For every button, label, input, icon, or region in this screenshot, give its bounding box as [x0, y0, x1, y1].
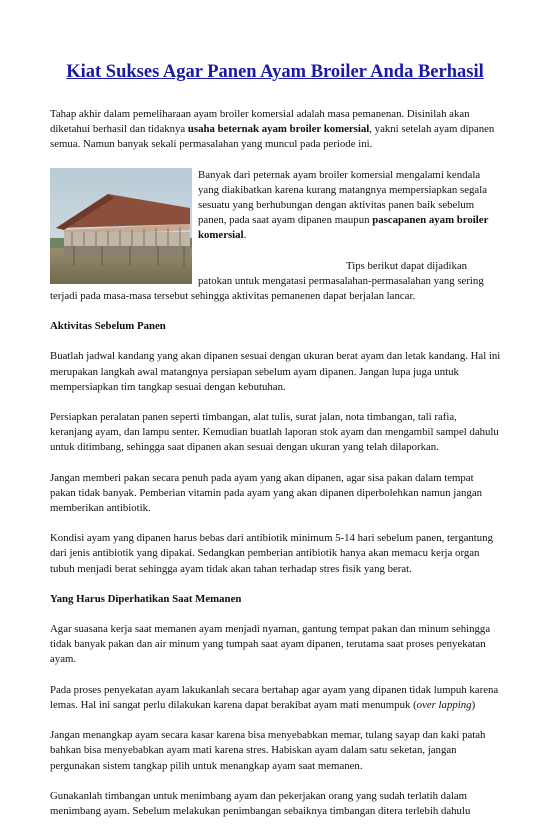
para3-text: Tips berikut dapat dijadikan patokan untuk mengatasi permasalahan-permasalahan yang sering terjadi pada masa-masa tersebut sehingga aktivitas pemanenen dapat berjalan lancar. [50, 259, 484, 303]
intro-text-1: Tahap akhir dalam pemeliharaan ayam broiler komersial adalah masa pemanenan. Disinilah akan diketahui berhasil dan tidaknya [50, 108, 470, 136]
document-title: Kiat Sukses Agar Panen Ayam Broiler Anda Berhasil [66, 62, 484, 82]
section2-p2-text-1: Pada proses penyekatan ayam lakukanlah secara bertahap agar ayam yang dipanen tidak lumpuh karena lemas. Hal ini sangat perlu dilakukan karena dapat berakibat ayam mati menumpuk ( [50, 683, 499, 711]
broiler-barn-image [50, 168, 192, 284]
section-heading-during-harvest: Yang Harus Diperhatikan Saat Memanen [50, 592, 242, 605]
para2-bold: pascapanen ayam broiler komersial [198, 214, 489, 242]
float-indent [198, 268, 346, 269]
article-body [50, 107, 502, 834]
intro-text-2: , yakni setelah ayam dipanen semua. Namun banyak sekali permasalahan yang muncul pada periode ini. [50, 123, 495, 151]
section2-paragraph [50, 683, 502, 713]
section2-paragraph: Gunakanlah timbangan untuk menimbang ayam dan pekerjakan orang yang sudah terlatih dalam menimbang ayam. Sebelum melakukan penimbangan sebaiknya timbangan ditera terlebih dahulu [50, 789, 471, 817]
barn-photo-icon [50, 168, 192, 284]
para2-text-1: Banyak dari peternak ayam broiler komersial mengalami kendala yang diakibatkan karena kurang matangnya mempersiapkan segala sesuatu yang berhubungan dengan aktivitas panen baik sebelum panen, pada saat ayam dipanen maupun [198, 168, 488, 227]
section2-p2-text-2: ) [471, 698, 476, 711]
section2-p2-italic: over lapping [416, 698, 472, 711]
section1-paragraph: Persiapkan peralatan panen seperti timbangan, alat tulis, surat jalan, nota timbangan, tali rafia, keranjang ayam, dan lampu senter. Kemudian buatlah laporan stok ayam dan mengambil sampel dahulu untuk ditimbang, sehingga saat dipanen akan sesuai dengan ukuran yang telah dilaporkan. [50, 411, 499, 454]
section1-paragraph: Kondisi ayam yang dipanen harus bebas dari antibiotik minimum 5-14 hari sebelum panen, tergantung dari jenis antibiotik yang dipakai. Sedangkan pemberian antibiotik hanya akan memacu kerja organ tubuh menjadi berat sehingga ayam tidak akan tahan terhadap stres fisik yang berat. [50, 532, 493, 575]
section1-paragraph: Buatlah jadwal kandang yang akan dipanen sesuai dengan ukuran berat ayam dan letak kandang. Hal ini merupakan langkah awal matangnya persiapan sebelum ayam dipanen. Jangan lupa juga untuk mempersiapkan tim tangkap sesuai dengan kebutuhan. [50, 350, 501, 393]
intro-bold: usaha beternak ayam broiler komersial [187, 123, 370, 136]
section-heading-before-harvest: Aktivitas Sebelum Panen [50, 320, 166, 333]
intro-paragraph [50, 107, 502, 153]
section1-paragraph: Jangan memberi pakan secara penuh pada ayam yang akan dipanen, agar sisa pakan dalam tempat pakan tidak banyak. Pemberian vitamin pada ayam yang akan dipanen diperbolehkan namun jangan memberikan antibiotik. [50, 471, 483, 515]
section2-paragraph: Agar suasana kerja saat memanen ayam menjadi nyaman, gantung tempat pakan dan minum sehingga tidak banyak pakan dan air minum yang tumpah saat ayam dipanen, terutama saat proses penyekatan ayam. [50, 623, 491, 666]
section2-paragraph: Jangan menangkap ayam secara kasar karena bisa menyebabkan memar, tulang sayap dan kaki patah bahkan bisa menyebabkan ayam mati karena stres. Habiskan ayam dalam satu seketan, jangan pergunakan sistem tangkap pilih untuk menangkap ayam saat memanen. [50, 729, 486, 772]
para2-text-2: . [243, 229, 247, 242]
